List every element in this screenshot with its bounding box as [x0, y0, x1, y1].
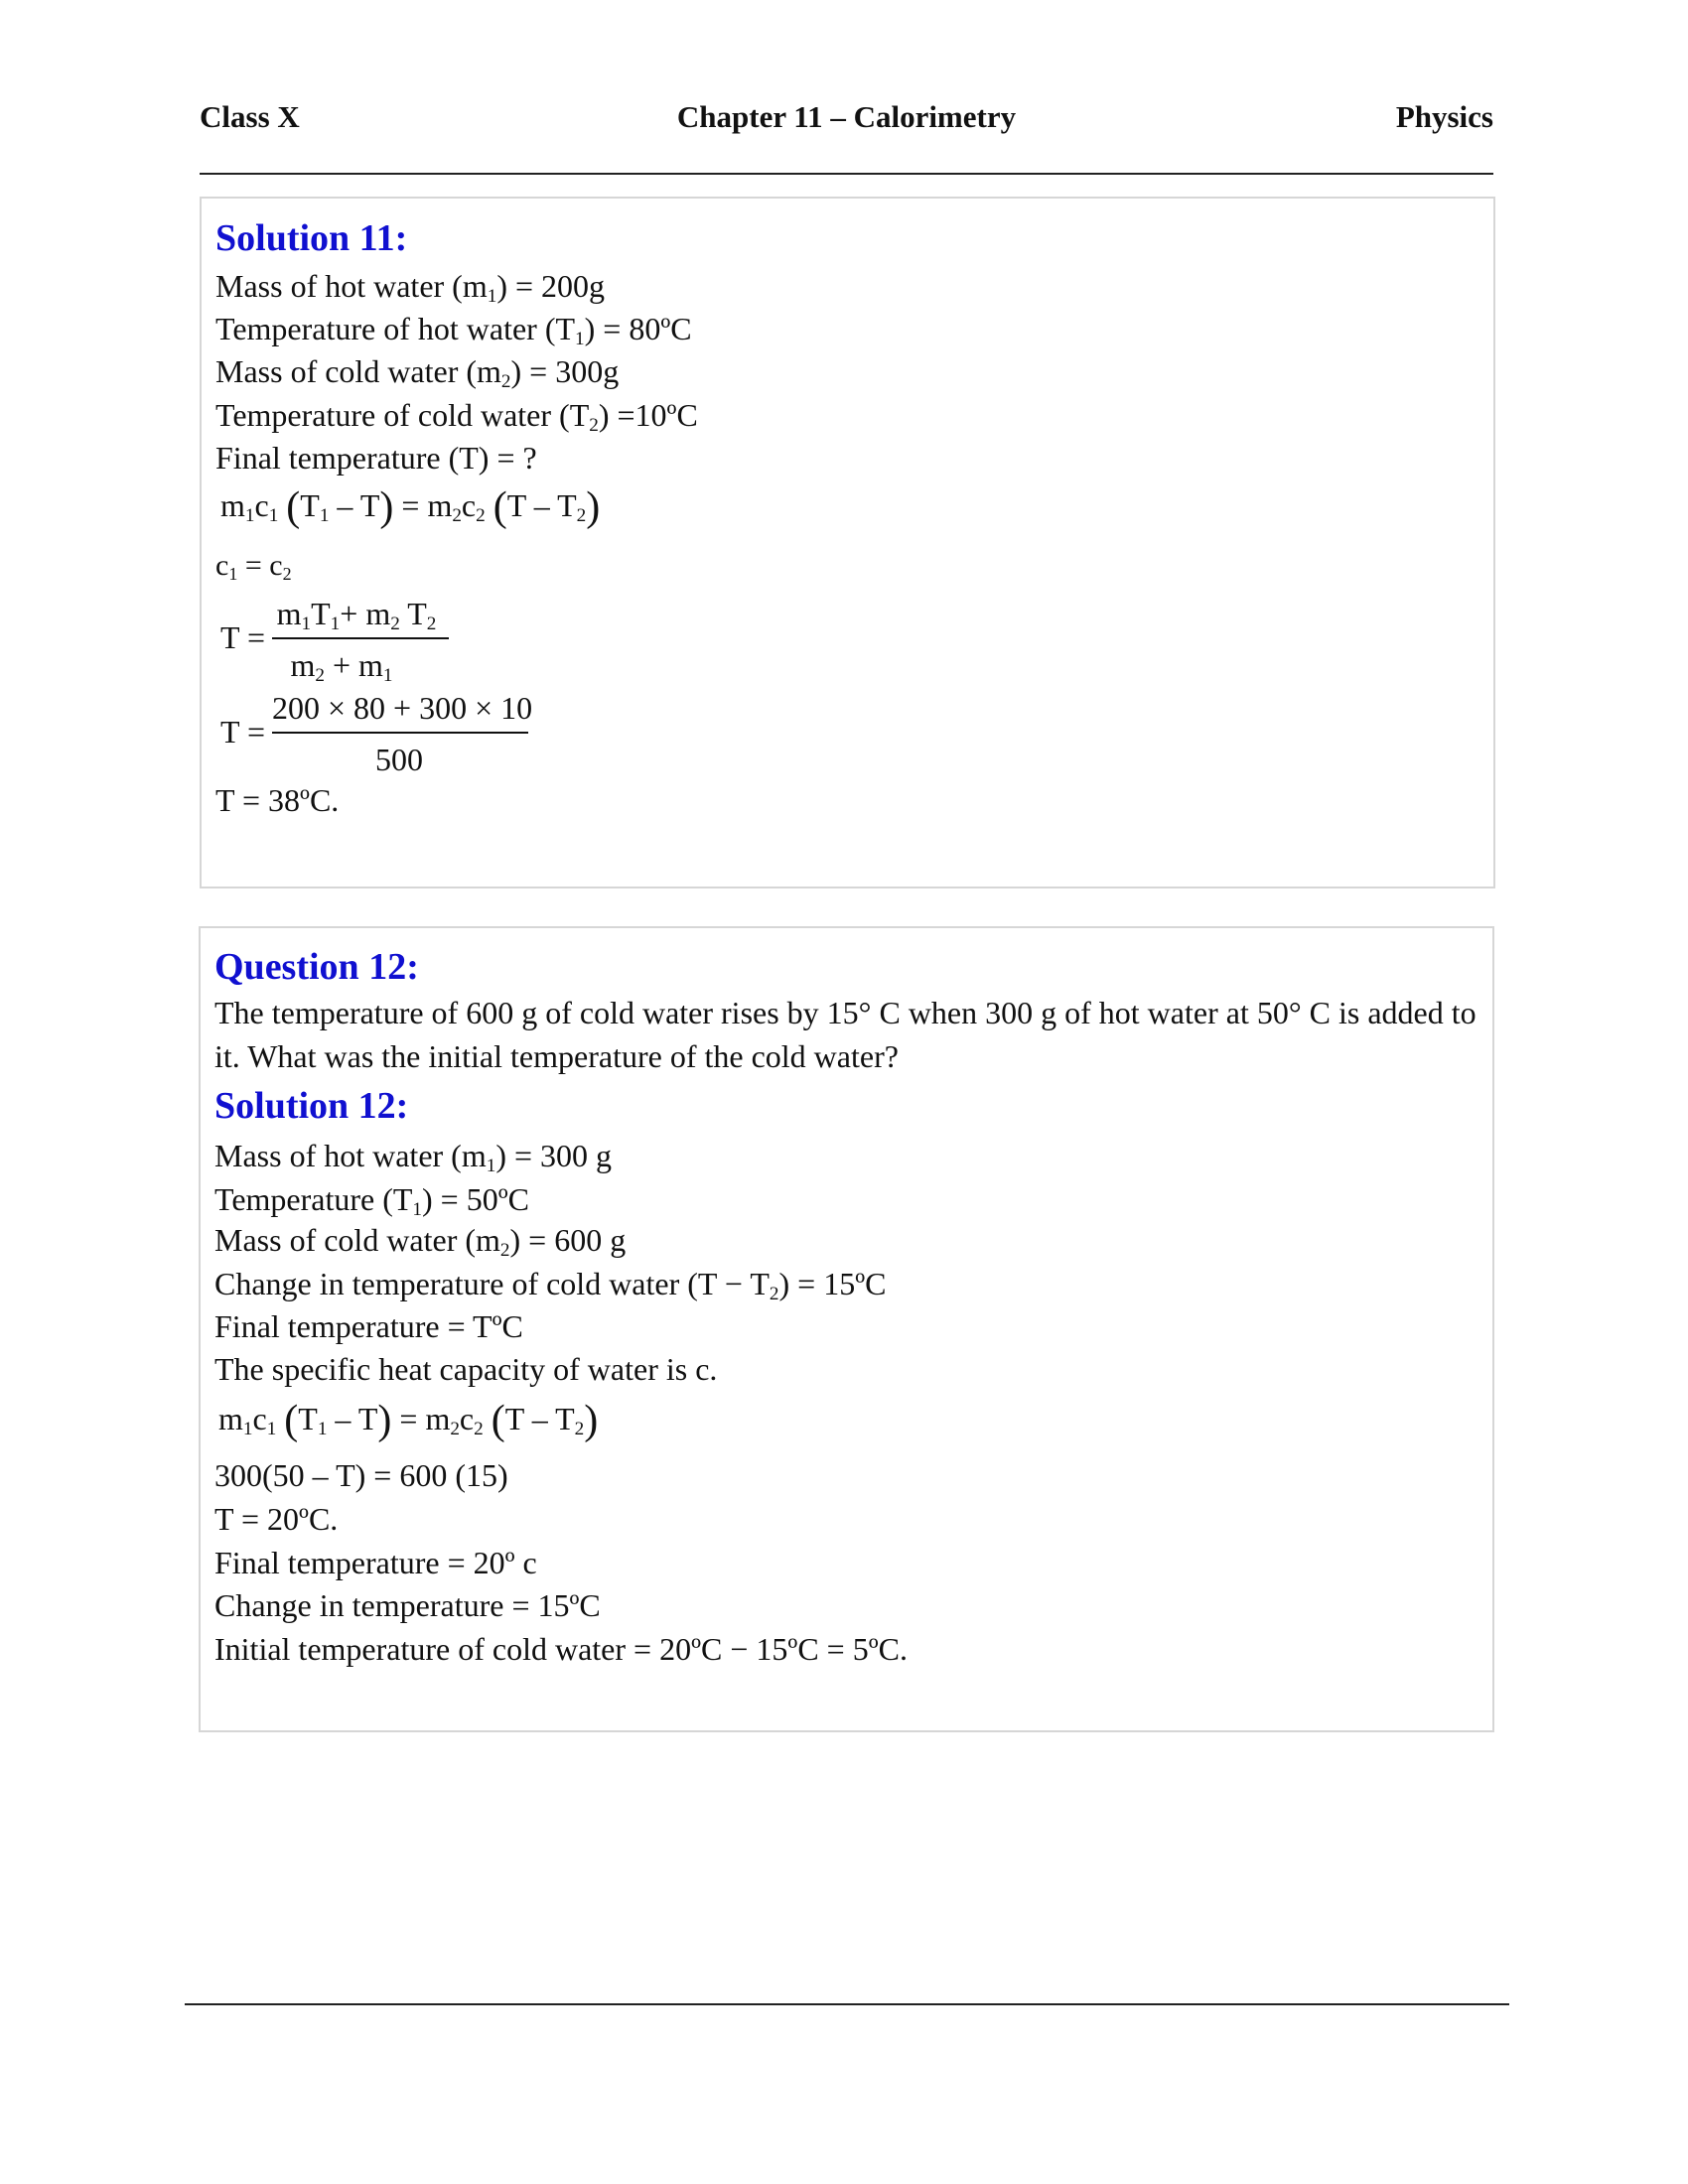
s12-mass-hot: Mass of hot water $(m_1) = 300$ g: [214, 1138, 613, 1176]
header-class: Class X: [200, 99, 300, 134]
fraction-bar: [272, 732, 528, 734]
s12-specific-heat: The specific heat capacity of water is c.: [214, 1351, 718, 1387]
fraction-denominator: 500: [375, 742, 423, 777]
question-12-text: The temperature of 600 g of cold water rises by 15° C when 300 g of hot water at 50° C is added to it. What was the initial temperature of the cold water?: [214, 995, 1477, 1074]
t-equals: T =: [220, 714, 266, 750]
header-rule: [200, 173, 1493, 175]
s12-mass-cold: Mass of cold water $(m_2) = 600$ g: [214, 1222, 627, 1261]
fraction-denominator: $m_2 + m_1$: [290, 647, 393, 686]
s12-final-temp-value: Final temperature = 20º c: [214, 1545, 537, 1580]
s12-heat-balance-equation: $m_1c_1$ $(T_1 - T) = m_2c_2$ $(T - T_2)$: [218, 1398, 599, 1443]
footer-rule: [185, 2003, 1509, 2005]
s11-temp-cold: Temperature of cold water $(T_2)$ =10ºC: [215, 397, 698, 436]
s12-final-temp: Final temperature = TºC: [214, 1308, 523, 1344]
s12-change-temp-cold: Change in temperature of cold water $(T - T_2)$ = 15ºC: [214, 1266, 887, 1304]
s11-numeric-fraction: [220, 690, 533, 779]
s12-t-result: T = 20ºC.: [214, 1501, 339, 1537]
s12-temp: Temperature $(T_1)$ = 50ºC: [214, 1181, 529, 1220]
question-12-title: Question 12:: [214, 946, 419, 988]
s12-substitution: 300(50 – T) = 600 (15): [214, 1457, 508, 1493]
s11-c-equal: $c_1 = c_2$: [215, 549, 292, 584]
s12-initial-temp: Initial temperature of cold water = 20ºC − 15ºC = 5ºC.: [214, 1631, 908, 1667]
s12-change-temp: Change in temperature = 15ºC: [214, 1587, 601, 1623]
s11-mass-cold: Mass of cold water $(m_2) = 300g$: [215, 353, 620, 392]
s11-result: T = 38ºC.: [215, 782, 340, 818]
solution-12-title: Solution 12:: [214, 1085, 409, 1127]
solution-11-title: Solution 11:: [215, 217, 408, 259]
header-subject: Physics: [1395, 99, 1493, 134]
s11-mass-hot: Mass of hot water $(m_1) = 200g$: [215, 268, 606, 307]
fraction-numerator: $m_1T_1+ m_2$ $T_2$: [276, 596, 437, 634]
t-equals: T =: [220, 619, 266, 655]
s11-final-temp: Final temperature (T) = ?: [215, 440, 537, 476]
s11-formula-fraction: [220, 596, 449, 685]
header-chapter: Chapter 11 – Calorimetry: [676, 99, 1017, 134]
fraction-bar: [272, 637, 449, 639]
s11-temp-hot: Temperature of hot water $(T_1)$ = 80ºC: [215, 311, 692, 349]
fraction-numerator: 200 × 80 + 300 × 10: [272, 690, 533, 726]
s11-heat-balance-equation: $m_1c_1$ $(T_1 - T) = m_2c_2$ $(T - T_2)$: [220, 484, 601, 530]
page-header: [200, 99, 1493, 143]
